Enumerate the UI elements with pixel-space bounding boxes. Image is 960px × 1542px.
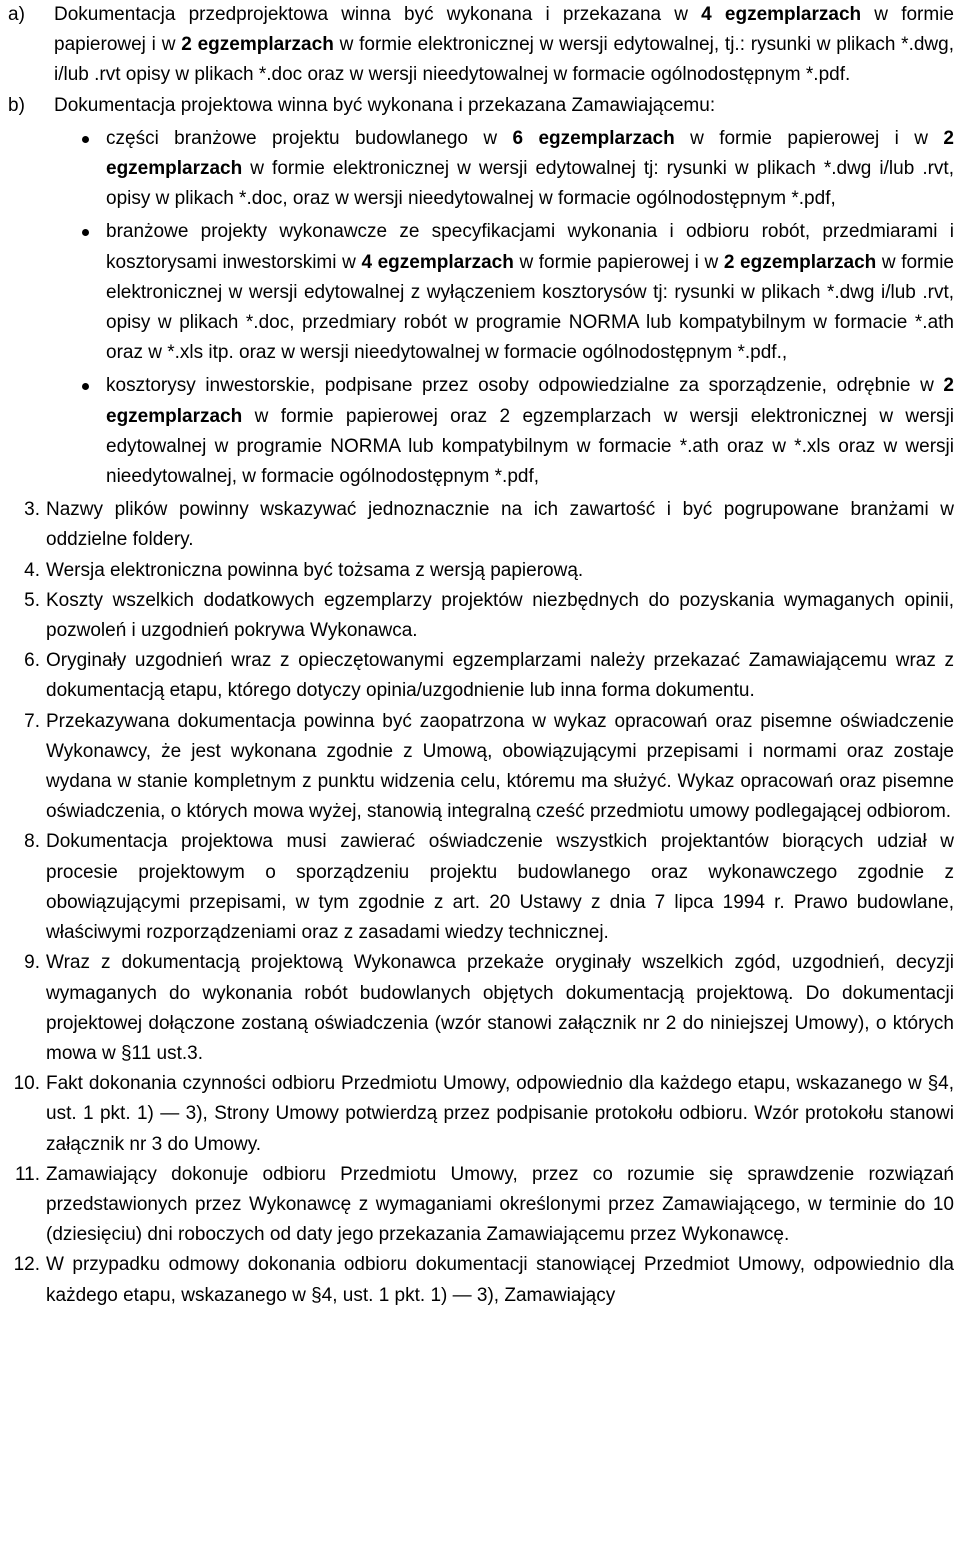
text-run: części branżowe projektu budowlanego w [106, 127, 513, 149]
list-item-12 [8, 1250, 954, 1310]
item-text: Oryginały uzgodnień wraz z opieczętowanymi egzemplarzami należy przekazać Zamawiającemu wraz z dokumentacją etapu, którego dotyczy opinia/uzgodnienie lub inna forma dokumentu. [46, 650, 954, 702]
bullet-text [106, 375, 954, 487]
list-item-4 [8, 556, 954, 586]
item-number: 4. [24, 559, 40, 581]
bold-run: 2 egzemplarzach [181, 34, 334, 56]
text-run: w formie elektronicznej w wersji edytowalnej tj: rysunki w plikach *.dwg i/lub .rvt, opisy w plikach *.doc, oraz w wersji nieedytowalnej w formacie ogólnodostępnym *.pdf, [106, 158, 954, 210]
bullet-item [8, 371, 954, 492]
list-item-3 [8, 495, 954, 555]
bullet-text [106, 221, 954, 363]
text-run: branżowe projekty wykonawcze ze specyfikacjami wykonania i odbioru robót, przedmiarami i kosztorysami inwestorskimi w [106, 221, 954, 273]
text-run: Dokumentacja przedprojektowa winna być wykonana i przekazana w [54, 4, 702, 25]
paragraph-a-text [54, 4, 954, 85]
item-text: Koszty wszelkich dodatkowych egzemplarzy projektów niezbędnych do pozyskania wymaganych opinii, pozwoleń i uzgodnień pokrywa Wykonawca. [46, 589, 954, 642]
item-number: 10. [13, 1073, 40, 1095]
bold-run: 4 egzemplarzach [701, 4, 862, 25]
text-run: w formie papierowej i w [674, 127, 944, 149]
item-number: 9. [24, 952, 40, 974]
bullet-dot-icon [82, 383, 89, 390]
list-item-10 [8, 1069, 954, 1160]
bold-run: 6 egzemplarzach [512, 127, 675, 149]
item-text: Przekazywana dokumentacja powinna być zaopatrzona w wykaz opracowań oraz pisemne oświadczenie Wykonawcy, że jest wykonana zgodnie z Umową, obowiązującymi przepisami i normami oraz zostaje wydana w stanie kompletnym z punktu widzenia celu, któremu ma służyć. Wykaz opracowań oraz pisemne oświadczenia, o których mowa wyżej, stanowią integralną cześć przedmiotu umowy podlegającej odbiorom. [46, 710, 954, 823]
item-number: 11. [14, 1163, 40, 1185]
text-run: w formie papierowej i w [513, 251, 724, 273]
text-run: kosztorysy inwestorskie, podpisane przez osoby odpowiedzialne za sporządzenie, odrębnie w [106, 375, 944, 397]
item-number: 12. [13, 1254, 40, 1276]
bold-run: 2 egzemplarzach [723, 251, 877, 273]
bold-run: 4 egzemplarzach [361, 251, 514, 273]
numbered-list [8, 495, 954, 1310]
list-item-7 [8, 707, 954, 828]
text-run: w formie elektronicznej w wersji edytowalnej, tj.: rysunki w plikach *.dwg, i/lub .rvt opisy w plikach *.doc oraz w wersji nieedytowalnej w formacie ogólnodostępnym *.pdf. [54, 34, 954, 86]
bullet-item [8, 217, 954, 368]
list-item-9 [8, 948, 954, 1069]
paragraph-a-marker: a) [8, 4, 25, 25]
bold-run: 2 egzemplarzach [106, 375, 954, 427]
item-text: Dokumentacja projektowa musi zawierać oświadczenie wszystkich projektantów biorących udział w procesie projektowym o sporządzeniu projektu budowlanego oraz wykonawczego zgodnie z obowiązującymi przepisami, w tym zgodnie z art. 20 Ustawy z dnia 7 lipca 1994 r. Prawo budowlane, właściwymi rozporządzeniami oraz z zasadami wiedzy technicznej. [46, 831, 954, 944]
text-run: w formie papierowej i w [54, 4, 954, 56]
list-item-8 [8, 827, 954, 948]
paragraph-a [8, 0, 954, 91]
item-text: Wraz z dokumentacją projektową Wykonawca przekaże oryginały wszelkich zgód, uzgodnień, decyzji wymaganych do wykonania robót budowlanych objętych dokumentacją projektową. Do dokumentacji projektowej dołączone zostaną oświadczenia (wzór stanowi załącznik nr 2 do niniejszej Umowy), o których mowa w §11 ust.3. [46, 952, 954, 1064]
bullet-item [8, 124, 954, 215]
item-text: Zamawiający dokonuje odbioru Przedmiotu Umowy, przez co rozumie się sprawdzenie rozwiązań przedstawionych przez Wykonawcę z wymaganiami określonymi przez Zamawiającego, w terminie do 10 (dziesięciu) dni roboczych od daty jego przekazania Zamawiającemu przez Wykonawcę. [46, 1163, 954, 1246]
bullet-dot-icon [82, 136, 89, 143]
item-number: 5. [24, 589, 40, 611]
bullet-list [8, 124, 954, 492]
bullet-text [106, 128, 954, 209]
paragraph-b [8, 91, 954, 121]
list-item-6 [8, 646, 954, 706]
item-number: 3. [24, 499, 40, 521]
item-number: 6. [24, 650, 40, 672]
paragraph-b-text: Dokumentacja projektowa winna być wykonana i przekazana Zamawiającemu: [54, 94, 716, 116]
item-text: Fakt dokonania czynności odbioru Przedmiotu Umowy, odpowiednio dla każdego etapu, wskazanego w §4, ust. 1 pkt. 1) — 3), Strony Umowy potwierdzą przez podpisanie protokołu odbioru. Wzór protokołu stanowi załącznik nr 3 do Umowy. [46, 1073, 954, 1155]
list-item-5 [8, 586, 954, 646]
item-text: W przypadku odmowy dokonania odbioru dokumentacji stanowiącej Przedmiot Umowy, odpowiednio dla każdego etapu, wskazanego w §4, ust. 1 pkt. 1) — 3), Zamawiający [46, 1254, 954, 1306]
text-run: w formie papierowej oraz 2 egzemplarzach w wersji elektronicznej w wersji edytowalnej w programie NORMA lub kompatybilnym w formacie *.ath oraz w *.xls oraz w wersji nieedytowalnej, w formacie ogólnodostępnym *.pdf, [106, 405, 954, 488]
item-number: 7. [24, 710, 40, 732]
item-text: Nazwy plików powinny wskazywać jednoznacznie na ich zawartość i być pogrupowane branżami w oddzielne foldery. [46, 499, 954, 551]
text-run: w formie elektronicznej w wersji edytowalnej z wyłączeniem kosztorysów tj: rysunki w plikach *.dwg i/lub .rvt, opisy w plikach *.doc, przedmiary robót w programie NORMA lub kompatybilnym w formacie *.ath oraz w *.xls itp. oraz w wersji nieedytowalnej w formacie ogólnodostępnym *.pdf., [106, 251, 954, 364]
item-text: Wersja elektroniczna powinna być tożsama z wersją papierową. [46, 559, 584, 581]
bold-run: 2 egzemplarzach [106, 127, 954, 180]
bullet-dot-icon [82, 229, 89, 236]
item-number: 8. [24, 831, 40, 853]
paragraph-b-marker: b) [8, 94, 25, 116]
list-item-11 [8, 1160, 954, 1251]
